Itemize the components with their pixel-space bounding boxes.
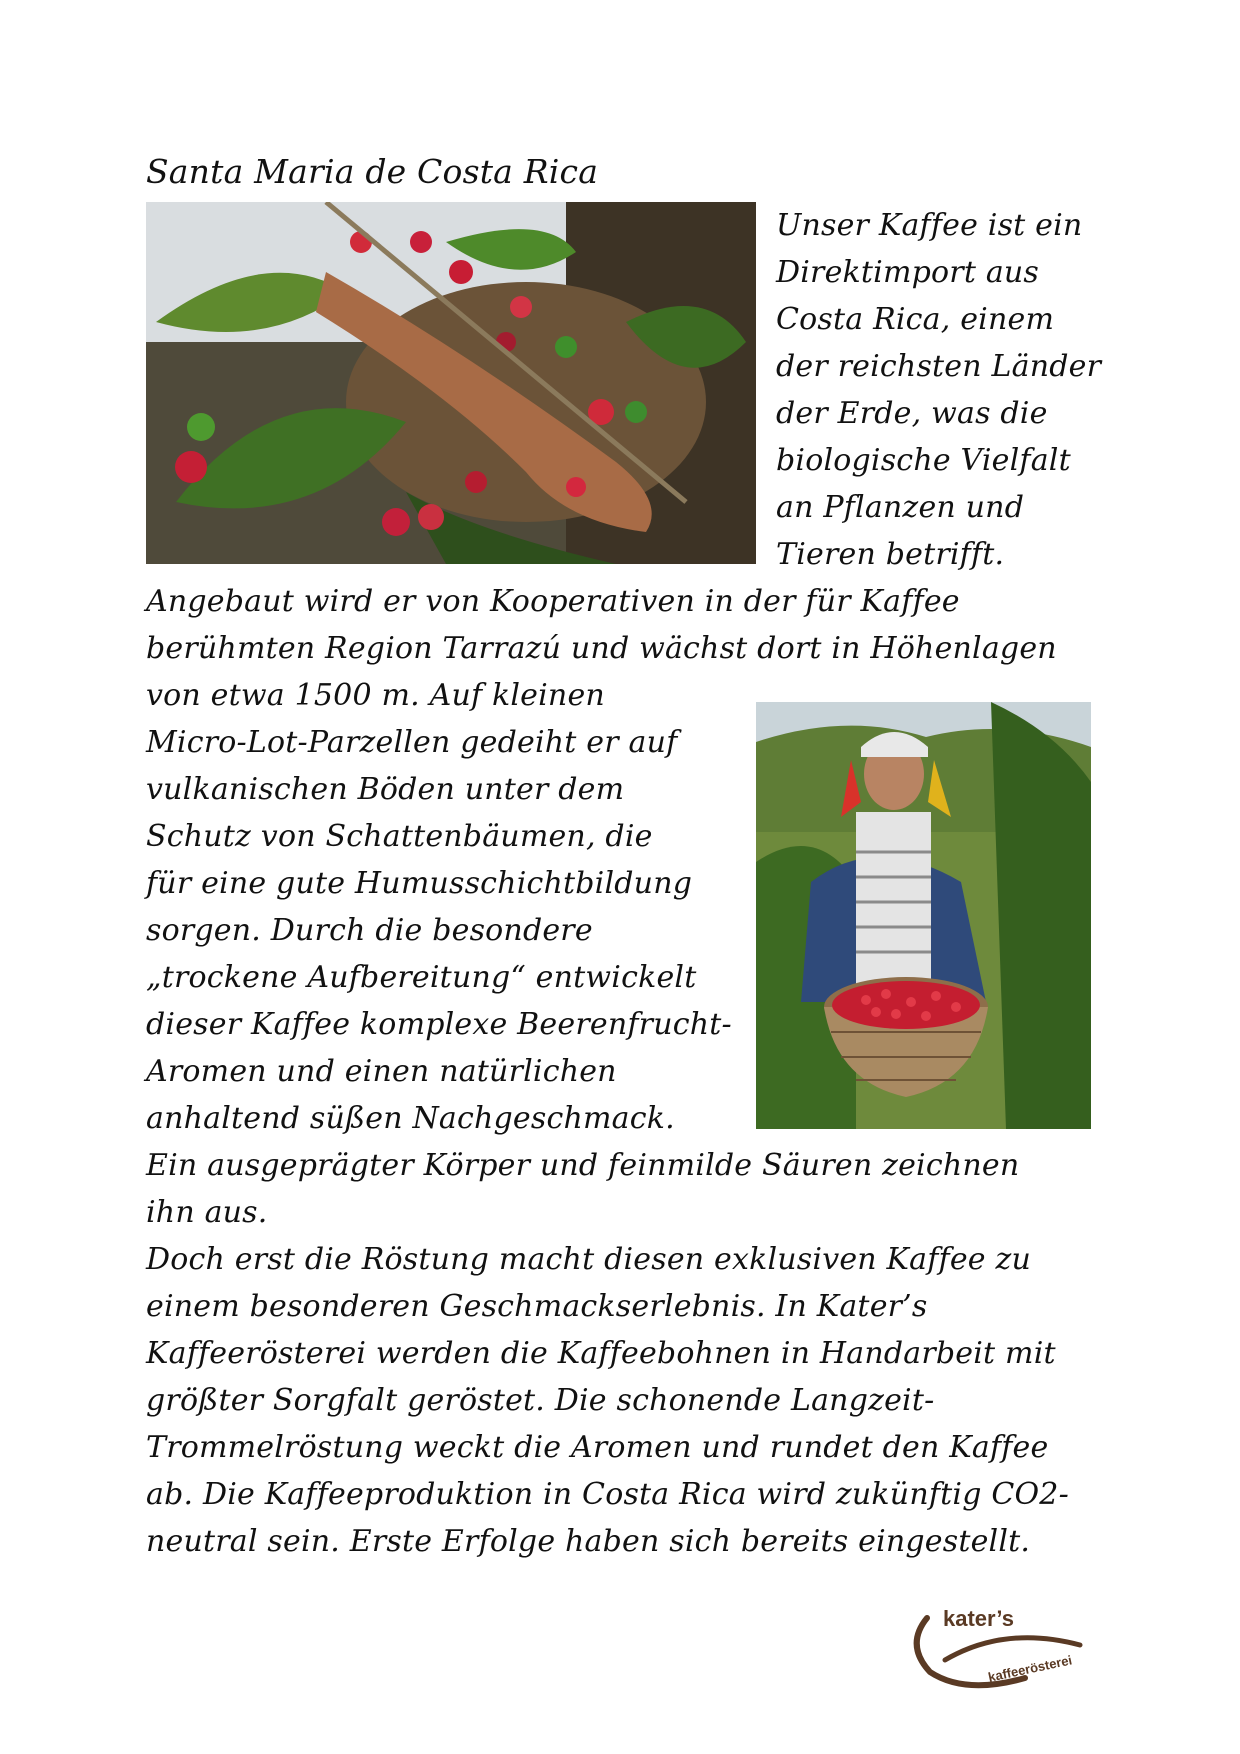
page-title: Santa Maria de Costa Rica: [146, 152, 599, 191]
body-line: Trommelröstung weckt die Aromen und rundet den Kaffee: [146, 1430, 1049, 1465]
intro-line: Unser Kaffee ist ein: [776, 208, 1083, 243]
body-line: „trockene Aufbereitung“ entwickelt: [146, 960, 697, 995]
intro-line: Tieren betrifft.: [776, 537, 1005, 572]
coffee-picker-photo: [756, 702, 1091, 1129]
body-line: Schutz von Schattenbäumen, die: [146, 819, 653, 854]
body-line: berühmten Region Tarrazú und wächst dort in Höhenlagen: [146, 631, 1057, 666]
intro-line: Direktimport aus: [776, 255, 1040, 290]
intro-line: biologische Vielfalt: [776, 443, 1071, 478]
body-line: Angebaut wird er von Kooperativen in der für Kaffee: [146, 584, 960, 619]
logo-name: kater’s: [943, 1606, 1014, 1631]
body-line: für eine gute Humusschichtbildung: [146, 866, 693, 901]
intro-line: an Pflanzen und: [776, 490, 1025, 525]
logo-sub: kaffeerösterei: [986, 1652, 1074, 1685]
intro-line: der Erde, was die: [776, 396, 1048, 431]
intro-line: der reichsten Länder: [776, 349, 1102, 384]
body-line: anhaltend süßen Nachgeschmack.: [146, 1101, 675, 1136]
body-line: Kaffeerösterei werden die Kaffeebohnen in Handarbeit mit: [146, 1336, 1056, 1371]
body-line: von etwa 1500 m. Auf kleinen: [146, 678, 605, 713]
body-line: größter Sorgfalt geröstet. Die schonende Langzeit-: [146, 1383, 935, 1418]
body-line: neutral sein. Erste Erfolge haben sich bereits eingestellt.: [146, 1524, 1031, 1559]
body-line: vulkanischen Böden unter dem: [146, 772, 625, 807]
body-line: einem besonderen Geschmackserlebnis. In Kater’s: [146, 1289, 928, 1324]
body-line: Micro-Lot-Parzellen gedeiht er auf: [146, 725, 678, 760]
body-line: Doch erst die Röstung macht diesen exklusiven Kaffee zu: [146, 1242, 1032, 1277]
body-line: sorgen. Durch die besondere: [146, 913, 593, 948]
katers-logo: [905, 1600, 1105, 1690]
intro-line: Costa Rica, einem: [776, 302, 1055, 337]
body-line: Aromen und einen natürlichen: [146, 1054, 617, 1089]
body-line: Ein ausgeprägter Körper und feinmilde Säuren zeichnen: [146, 1148, 1020, 1183]
body-line: ab. Die Kaffeeproduktion in Costa Rica wird zukünftig CO2-: [146, 1477, 1069, 1512]
coffee-cherries-photo: [146, 202, 756, 564]
body-line: dieser Kaffee komplexe Beerenfrucht-: [146, 1007, 732, 1042]
body-line: ihn aus.: [146, 1195, 268, 1230]
